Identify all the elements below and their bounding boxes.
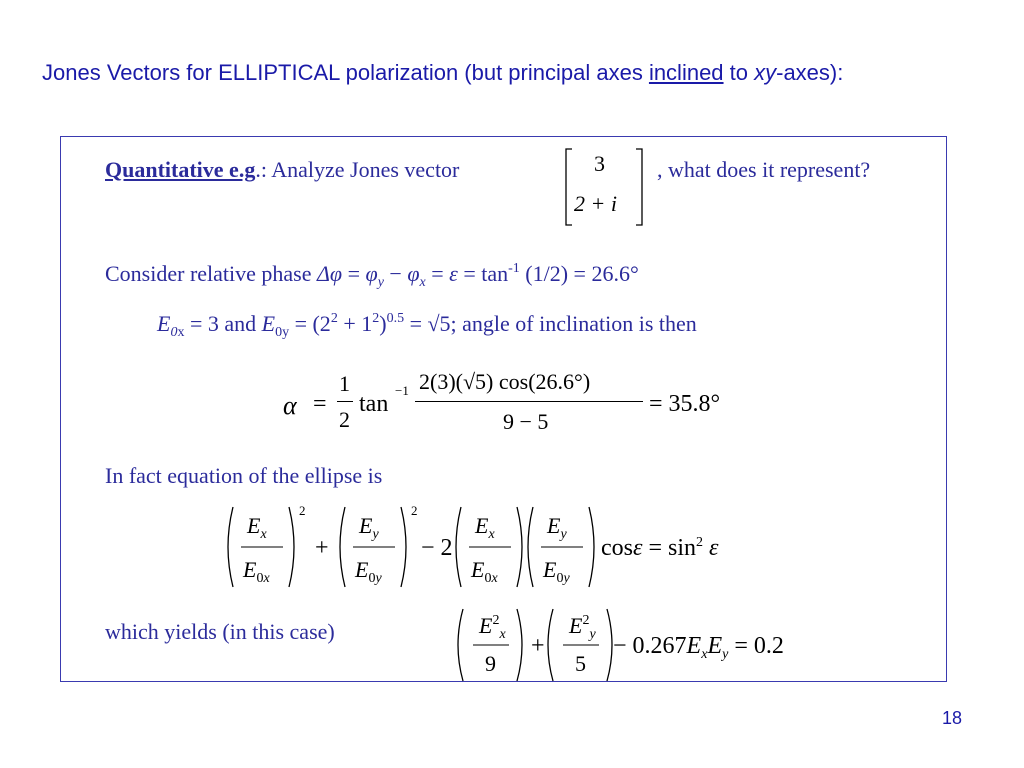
ellipse-term3-den: $E_{0x}$ [471, 557, 498, 586]
yields-plus: + [531, 633, 545, 659]
ellipse-term2-num: $E_y$ [359, 513, 379, 542]
intro-question: , what does it represent? [657, 157, 871, 182]
amplitudes-line: $E_{0x} = 3$ and $E_{0y} = (2^2 + 1^2)^{0.5} = √5$; angle of inclination is then [157, 311, 697, 340]
ellipse-plus: + [315, 535, 329, 561]
ellipse-rhs: $\cos\varepsilon = \sin^2 \varepsilon$ [601, 535, 719, 561]
ellipse-term1-num: $E_x$ [247, 513, 267, 542]
content-box [60, 136, 947, 682]
yields-term2-den: 5 [575, 651, 586, 676]
ellipse-term2-den: $E_{0y}$ [355, 557, 382, 586]
jones-top: 3 [594, 151, 605, 176]
ellipse-term3-num: $E_x$ [475, 513, 495, 542]
ellipse-term1-sq: 2 [299, 503, 306, 518]
alpha-denominator: 9 − 5 [503, 409, 549, 434]
alpha-equals: = [313, 391, 327, 417]
half-fraction-bar [337, 401, 353, 402]
half-denominator: 2 [339, 407, 350, 432]
half-numerator: 1 [339, 371, 350, 396]
jones-bottom: 2 + i [574, 191, 617, 216]
relative-phase-line: Consider relative phase $\Delta\varphi = \varphi_y - \varphi_x = \varepsilon = \tan^{-1} (1/2) = 26.6^\circ$ [105, 261, 639, 290]
tan-function: tan [359, 391, 389, 417]
slide-number: 18 [942, 708, 963, 728]
alpha-result: = 35.8° [649, 391, 721, 417]
yields-text: which yields (in this case) [105, 619, 335, 644]
tan-inverse-sup: −1 [395, 383, 409, 398]
ellipse-term2-sq: 2 [411, 503, 418, 518]
yields-rhs: − $0.267E_xE_y = 0.2$ [613, 633, 784, 662]
slide-title: Jones Vectors for ELLIPTICAL polarization (but principal axes inclined to xy-axes): [42, 60, 844, 85]
ellipse-term4-num: $E_y$ [547, 513, 567, 542]
ellipse-term4-den: $E_{0y}$ [543, 557, 570, 586]
yields-term1-num: $E^2_x$ [479, 613, 506, 642]
alpha-numerator: 2(3)(√5) cos(26.6°) [419, 369, 591, 394]
alpha-fraction-bar [415, 401, 643, 402]
ellipse-minus-two: − 2 [421, 535, 453, 561]
yields-term2-num: $E^2_y$ [569, 613, 596, 642]
intro-line: Quantitative e.g.: Analyze Jones vector [105, 157, 460, 182]
ellipse-intro: In fact equation of the ellipse is [105, 463, 383, 488]
ellipse-term1-den: $E_{0x}$ [243, 557, 270, 586]
yields-term1-den: 9 [485, 651, 496, 676]
alpha-symbol: α [283, 391, 297, 420]
